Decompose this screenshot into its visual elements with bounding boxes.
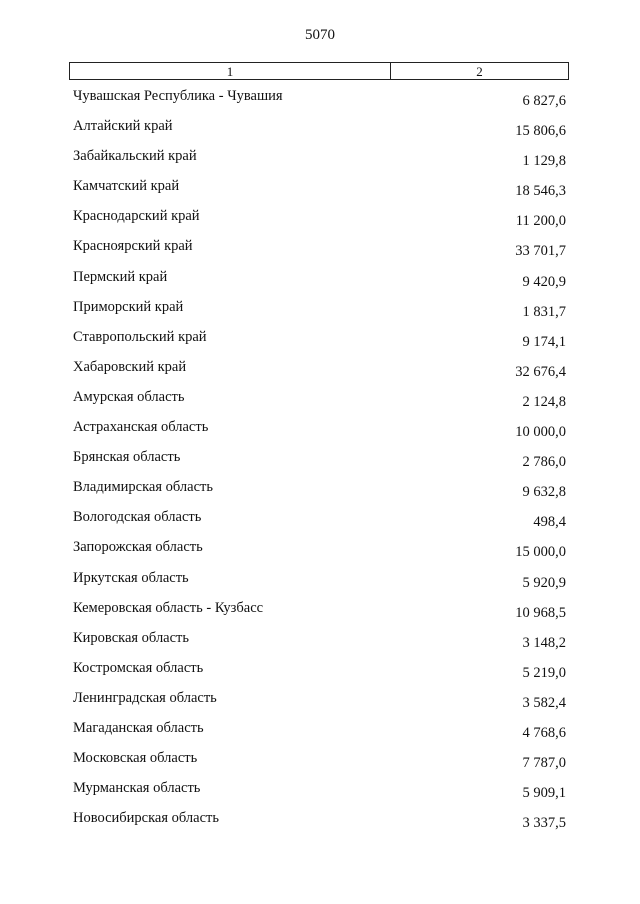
table-row [0, 359, 640, 389]
amount-value: 33 701,7 [515, 243, 566, 260]
amount-value: 10 000,0 [515, 424, 566, 441]
amount-value: 9 632,8 [522, 484, 566, 501]
region-name: Ставропольский край [73, 328, 207, 345]
column-header-1: 1 [70, 63, 391, 79]
table-row [0, 720, 640, 750]
table-body [0, 88, 640, 840]
table-row [0, 780, 640, 810]
table-row [0, 329, 640, 359]
table-row [0, 630, 640, 660]
amount-value: 11 200,0 [515, 213, 566, 230]
region-name: Камчатский край [73, 178, 180, 195]
region-name: Кемеровская область - Кузбасс [73, 599, 264, 616]
table-row [0, 479, 640, 509]
table-row [0, 148, 640, 178]
table-row [0, 810, 640, 840]
amount-value: 5 909,1 [522, 785, 566, 802]
table-header [69, 62, 569, 80]
column-header-2: 2 [476, 63, 483, 79]
region-name: Забайкальский край [73, 148, 197, 165]
region-name: Красноярский край [73, 238, 193, 255]
region-name: Ленинградская область [73, 689, 217, 706]
table-row [0, 600, 640, 630]
amount-value: 32 676,4 [515, 363, 566, 380]
region-name: Московская область [73, 750, 198, 767]
amount-value: 3 337,5 [522, 815, 566, 832]
region-name: Магаданская область [73, 719, 204, 736]
amount-value: 6 827,6 [522, 93, 566, 109]
amount-value: 5 920,9 [522, 574, 566, 591]
table-row [0, 269, 640, 299]
region-name: Чувашская Республика - Чувашия [73, 88, 283, 104]
region-name: Амурская область [73, 388, 185, 405]
table-row [0, 178, 640, 208]
amount-value: 498,4 [533, 514, 566, 531]
region-name: Астраханская область [73, 419, 209, 436]
table-row [0, 509, 640, 539]
region-name: Запорожская область [73, 539, 203, 556]
amount-value: 5 219,0 [522, 664, 566, 681]
amount-value: 3 582,4 [522, 694, 566, 711]
table-row [0, 660, 640, 690]
region-name: Мурманская область [73, 780, 201, 797]
table-row [0, 118, 640, 148]
amount-value: 2 786,0 [522, 454, 566, 471]
region-name: Новосибирская область [73, 810, 219, 827]
table-row [0, 419, 640, 449]
region-name: Иркутская область [73, 569, 189, 586]
region-name: Костромская область [73, 659, 204, 676]
region-name: Брянская область [73, 449, 181, 466]
region-name: Кировская область [73, 629, 190, 646]
amount-value: 3 148,2 [522, 634, 566, 651]
page-number: 5070 [305, 27, 335, 43]
amount-value: 2 124,8 [522, 393, 566, 410]
table-row [0, 750, 640, 780]
amount-value: 1 831,7 [522, 303, 566, 320]
table-row [0, 208, 640, 238]
amount-value: 9 174,1 [522, 333, 566, 350]
amount-value: 18 546,3 [515, 183, 566, 200]
table-row [0, 570, 640, 600]
amount-value: 15 806,6 [515, 123, 566, 140]
table-row [0, 238, 640, 268]
region-name: Вологодская область [73, 509, 202, 526]
table-row [0, 389, 640, 419]
amount-value: 15 000,0 [515, 544, 566, 561]
table-row [0, 88, 640, 118]
region-name: Владимирская область [73, 479, 213, 496]
amount-value: 7 787,0 [522, 755, 566, 772]
region-name: Хабаровский край [73, 358, 187, 375]
region-name: Краснодарский край [73, 208, 200, 225]
table-row [0, 299, 640, 329]
table-row [0, 449, 640, 479]
region-name: Пермский край [73, 268, 168, 285]
table-row [0, 690, 640, 720]
amount-value: 1 129,8 [522, 153, 566, 170]
region-name: Алтайский край [73, 118, 173, 135]
region-name: Приморский край [73, 298, 184, 315]
amount-value: 9 420,9 [522, 273, 566, 290]
amount-value: 4 768,6 [522, 724, 566, 741]
table-row [0, 539, 640, 569]
amount-value: 10 968,5 [515, 604, 566, 621]
